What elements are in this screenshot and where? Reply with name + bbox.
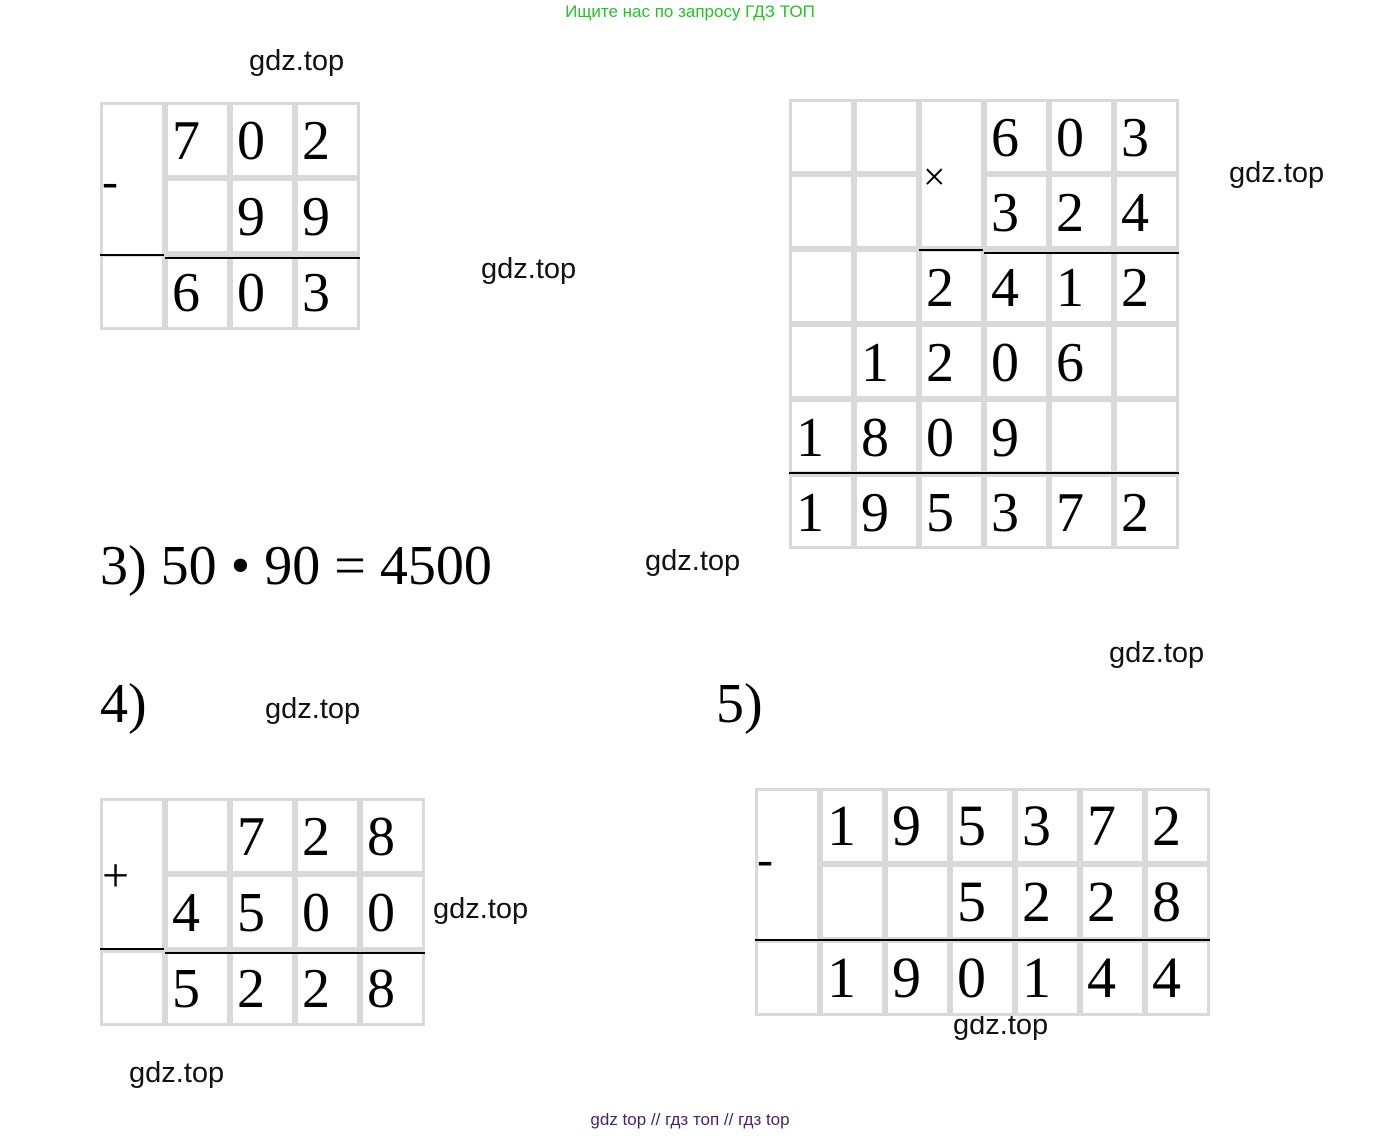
watermark: gdz.top [433,893,529,925]
digit-cell [1114,399,1179,474]
watermark: gdz.top [645,545,741,577]
watermark: gdz.top [481,253,577,285]
digit: 8 [861,407,889,469]
footer-links[interactable]: gdz top // гдз топ // гдз top [590,1110,790,1129]
digit: 1 [796,407,824,469]
digit-cell [755,940,820,1016]
digit: 8 [367,806,395,868]
digit: 5 [172,958,200,1020]
digit: 2 [1056,182,1084,244]
digit: 8 [1152,869,1181,934]
digit: 1 [861,332,889,394]
digit-cell [885,940,950,1016]
digit-cell [984,474,1049,549]
digit-cell [230,874,295,950]
digit: 3 [991,182,1019,244]
digit-cell [1049,324,1114,399]
digit-cell [1049,399,1114,474]
digit: 1 [1022,945,1051,1010]
digit-cell [100,950,165,1026]
digit: 4 [172,882,200,944]
digit-cell [854,249,919,324]
digit-cell [295,874,360,950]
digit-cell [950,788,1015,864]
digit-cell [984,99,1049,174]
digit: 2 [1087,869,1116,934]
digit: 4 [1087,945,1116,1010]
digit: 4 [1152,945,1181,1010]
digit-cell [919,249,984,324]
digit: 7 [237,806,265,868]
digit: 3 [991,482,1019,544]
digit-cell [165,178,230,254]
digit: 0 [237,262,265,324]
result-line [165,257,360,259]
digit-cell [295,798,360,874]
digit: 2 [302,958,330,1020]
digit-cell [1049,474,1114,549]
digit-cell [854,174,919,249]
digit: 4 [1121,182,1149,244]
digit-cell [1145,864,1210,940]
digit: 0 [1056,107,1084,169]
digit-cell [295,254,360,330]
digit-cell [789,249,854,324]
result-line [100,254,164,256]
digit: 0 [926,407,954,469]
digit-cell [854,474,919,549]
digit-cell [1080,788,1145,864]
digit: 5 [957,869,986,934]
digit-cell [950,864,1015,940]
digit-cell [1114,249,1179,324]
digit: 3 [1022,793,1051,858]
digit-cell [1015,864,1080,940]
problem-5-label: 5) [716,673,763,735]
digit: 1 [827,945,856,1010]
digit-cell [165,798,230,874]
digit: 9 [861,482,889,544]
digit-cell [1080,864,1145,940]
digit: 1 [1056,257,1084,319]
digit: 9 [991,407,1019,469]
minus-sign: - [102,155,118,208]
digit: 5 [957,793,986,858]
digit-cell [820,788,885,864]
digit: 3 [1121,107,1149,169]
digit-cell [165,874,230,950]
digit-cell [885,788,950,864]
banner-text[interactable]: Ищите нас по запросу ГДЗ ТОП [565,2,815,21]
digit-cell [1145,940,1210,1016]
plus-sign: + [102,849,130,902]
result-line [100,948,164,950]
multiply-sign: × [923,154,946,199]
digit-cell [1114,474,1179,549]
digit-cell [165,950,230,1026]
digit: 2 [302,110,330,172]
digit-cell [789,399,854,474]
digit-cell [360,950,425,1026]
digit-cell [230,254,295,330]
digit: 2 [1121,257,1149,319]
minus-sign: - [757,833,773,886]
digit-cell [1049,249,1114,324]
digit-cell [919,474,984,549]
result-line [919,249,983,251]
digit-cell [1114,99,1179,174]
digit-cell [984,249,1049,324]
digit: 0 [957,945,986,1010]
digit-cell [820,940,885,1016]
digit-cell [1114,324,1179,399]
digit-cell [100,254,165,330]
watermark: gdz.top [953,1009,1049,1041]
digit-cell [230,102,295,178]
digit: 0 [237,110,265,172]
watermark: gdz.top [1109,637,1205,669]
digit-cell [984,324,1049,399]
digit-cell [919,324,984,399]
digit: 2 [926,332,954,394]
digit: 7 [1087,793,1116,858]
digit-cell [295,178,360,254]
problem-3-expression: 3) 50 • 90 = 4500 [100,535,492,597]
digit: 2 [1152,793,1181,858]
watermark: gdz.top [1229,157,1325,189]
digit-cell [854,99,919,174]
digit: 1 [827,793,856,858]
digit-cell [1114,174,1179,249]
digit-cell [789,324,854,399]
digit-cell [230,798,295,874]
digit: 9 [302,186,330,248]
digit: 9 [892,945,921,1010]
digit: 0 [991,332,1019,394]
digit: 6 [1056,332,1084,394]
result-line [165,952,425,954]
digit: 2 [926,257,954,319]
digit-cell [950,940,1015,1016]
digit: 2 [237,958,265,1020]
digit: 5 [237,882,265,944]
digit-cell [1015,788,1080,864]
result-line [789,472,1179,474]
digit-cell [789,99,854,174]
problem-4-label: 4) [100,673,147,735]
watermark: gdz.top [265,693,361,725]
digit: 2 [302,806,330,868]
digit-cell [1145,788,1210,864]
digit-cell [854,324,919,399]
digit: 9 [237,186,265,248]
digit: 9 [892,793,921,858]
watermark: gdz.top [249,45,345,77]
digit-cell [295,102,360,178]
digit-cell [165,254,230,330]
digit-cell [360,798,425,874]
digit-cell [885,864,950,940]
digit: 0 [302,882,330,944]
digit: 3 [302,262,330,324]
digit-cell [789,174,854,249]
digit-cell [1015,940,1080,1016]
digit-cell [165,102,230,178]
digit-cell [1049,99,1114,174]
digit: 8 [367,958,395,1020]
digit-cell [1080,940,1145,1016]
watermark: gdz.top [129,1057,225,1089]
digit-cell [230,178,295,254]
digit-cell [1049,174,1114,249]
digit: 0 [367,882,395,944]
digit-cell [295,950,360,1026]
digit: 2 [1022,869,1051,934]
result-line [984,252,1179,254]
digit-cell [984,174,1049,249]
digit-cell [230,950,295,1026]
digit-cell [360,874,425,950]
digit-cell [820,864,885,940]
digit-cell [854,399,919,474]
digit-cell [789,474,854,549]
digit-cell [984,399,1049,474]
digit: 7 [172,110,200,172]
result-line [755,939,1210,941]
digit: 4 [991,257,1019,319]
digit: 1 [796,482,824,544]
digit: 2 [1121,482,1149,544]
digit-cell [919,399,984,474]
digit: 5 [926,482,954,544]
digit: 6 [172,262,200,324]
digit: 7 [1056,482,1084,544]
digit: 6 [991,107,1019,169]
